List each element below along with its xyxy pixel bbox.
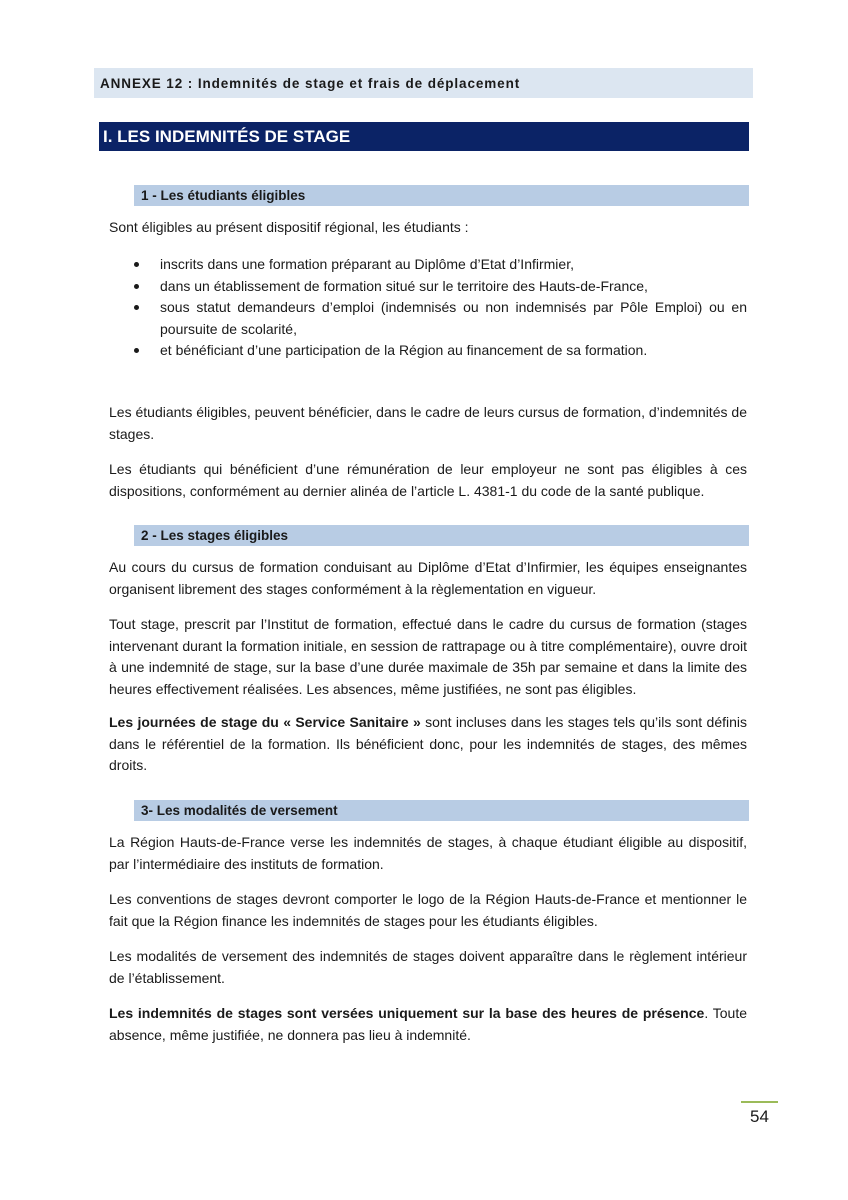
page-number: 54: [750, 1107, 769, 1126]
paragraph: Les étudiants qui bénéficient d’une rémunération de leur employeur ne sont pas éligibles à ces dispositions, conformément au dernier alinéa de l’article L. 4381-1 du code de la santé publique.: [109, 461, 747, 499]
eligible-intro: Sont éligibles au présent dispositif régional, les étudiants :: [109, 219, 469, 235]
list-item: inscrits dans une formation préparant au Diplôme d’Etat d’Infirmier,: [109, 254, 747, 276]
list-item: dans un établissement de formation situé sur le territoire des Hauts-de-France,: [109, 276, 747, 298]
page-number-rule: [741, 1101, 778, 1103]
eligibility-list: [109, 254, 747, 362]
subheading-eligible-students: 1 - Les étudiants éligibles: [134, 185, 749, 206]
paragraph: Les modalités de versement des indemnités de stages doivent apparaître dans le règlement intérieur de l’établissement.: [109, 948, 747, 986]
bullet-icon: [134, 262, 139, 267]
paragraph: Les indemnités de stages sont versées uniquement sur la base des heures de présence. Toute absence, même justifiée, ne donnera pas lieu à indemnité.: [109, 1005, 747, 1043]
paragraph: Au cours du cursus de formation conduisant au Diplôme d’Etat d’Infirmier, les équipes enseignantes organisent librement des stages conformément à la règlementation en vigueur.: [109, 559, 747, 597]
section-title: I. LES INDEMNITÉS DE STAGE: [99, 122, 749, 151]
bold-text: Les indemnités de stages sont versées uniquement sur la base des heures de présence: [109, 1005, 705, 1021]
paragraph: Tout stage, prescrit par l’Institut de formation, effectué dans le cadre du cursus de formation (stages intervenant durant la formation initiale, en session de rattrapage ou à titre complémentaire), ouvre droit à une indemnité de stage, sur la base d’une durée maximale de 35h par semaine et dans la limite des heures effectivement réalisées. Les absences, même justifiées, ne sont pas éligibles.: [109, 616, 747, 697]
list-item: sous statut demandeurs d’emploi (indemnisés ou non indemnisés par Pôle Emploi) ou en poursuite de scolarité,: [109, 297, 747, 340]
bullet-icon: [134, 284, 139, 289]
bullet-icon: [134, 348, 139, 353]
paragraph: Les conventions de stages devront comporter le logo de la Région Hauts-de-France et mentionner le fait que la Région finance les indemnités de stages pour les étudiants éligibles.: [109, 891, 747, 929]
annexe-title: ANNEXE 12 : Indemnités de stage et frais de déplacement: [94, 68, 753, 98]
list-item: et bénéficiant d’une participation de la Région au financement de sa formation.: [109, 340, 747, 362]
subheading-eligible-internships: 2 - Les stages éligibles: [134, 525, 749, 546]
bullet-icon: [134, 305, 139, 310]
paragraph: Les journées de stage du « Service Sanitaire » sont incluses dans les stages tels qu’ils sont définis dans le référentiel de la formation. Ils bénéficient donc, pour les indemnités de stages, des mêmes droits.: [109, 714, 748, 773]
subheading-payment-terms: 3- Les modalités de versement: [134, 800, 749, 821]
paragraph: La Région Hauts-de-France verse les indemnités de stages, à chaque étudiant éligible au dispositif, par l’intermédiaire des instituts de formation.: [109, 834, 747, 872]
bold-text: Les journées de stage du « Service Sanitaire »: [109, 714, 421, 730]
paragraph: Les étudiants éligibles, peuvent bénéficier, dans le cadre de leurs cursus de formation, d’indemnités de stages.: [109, 404, 747, 442]
